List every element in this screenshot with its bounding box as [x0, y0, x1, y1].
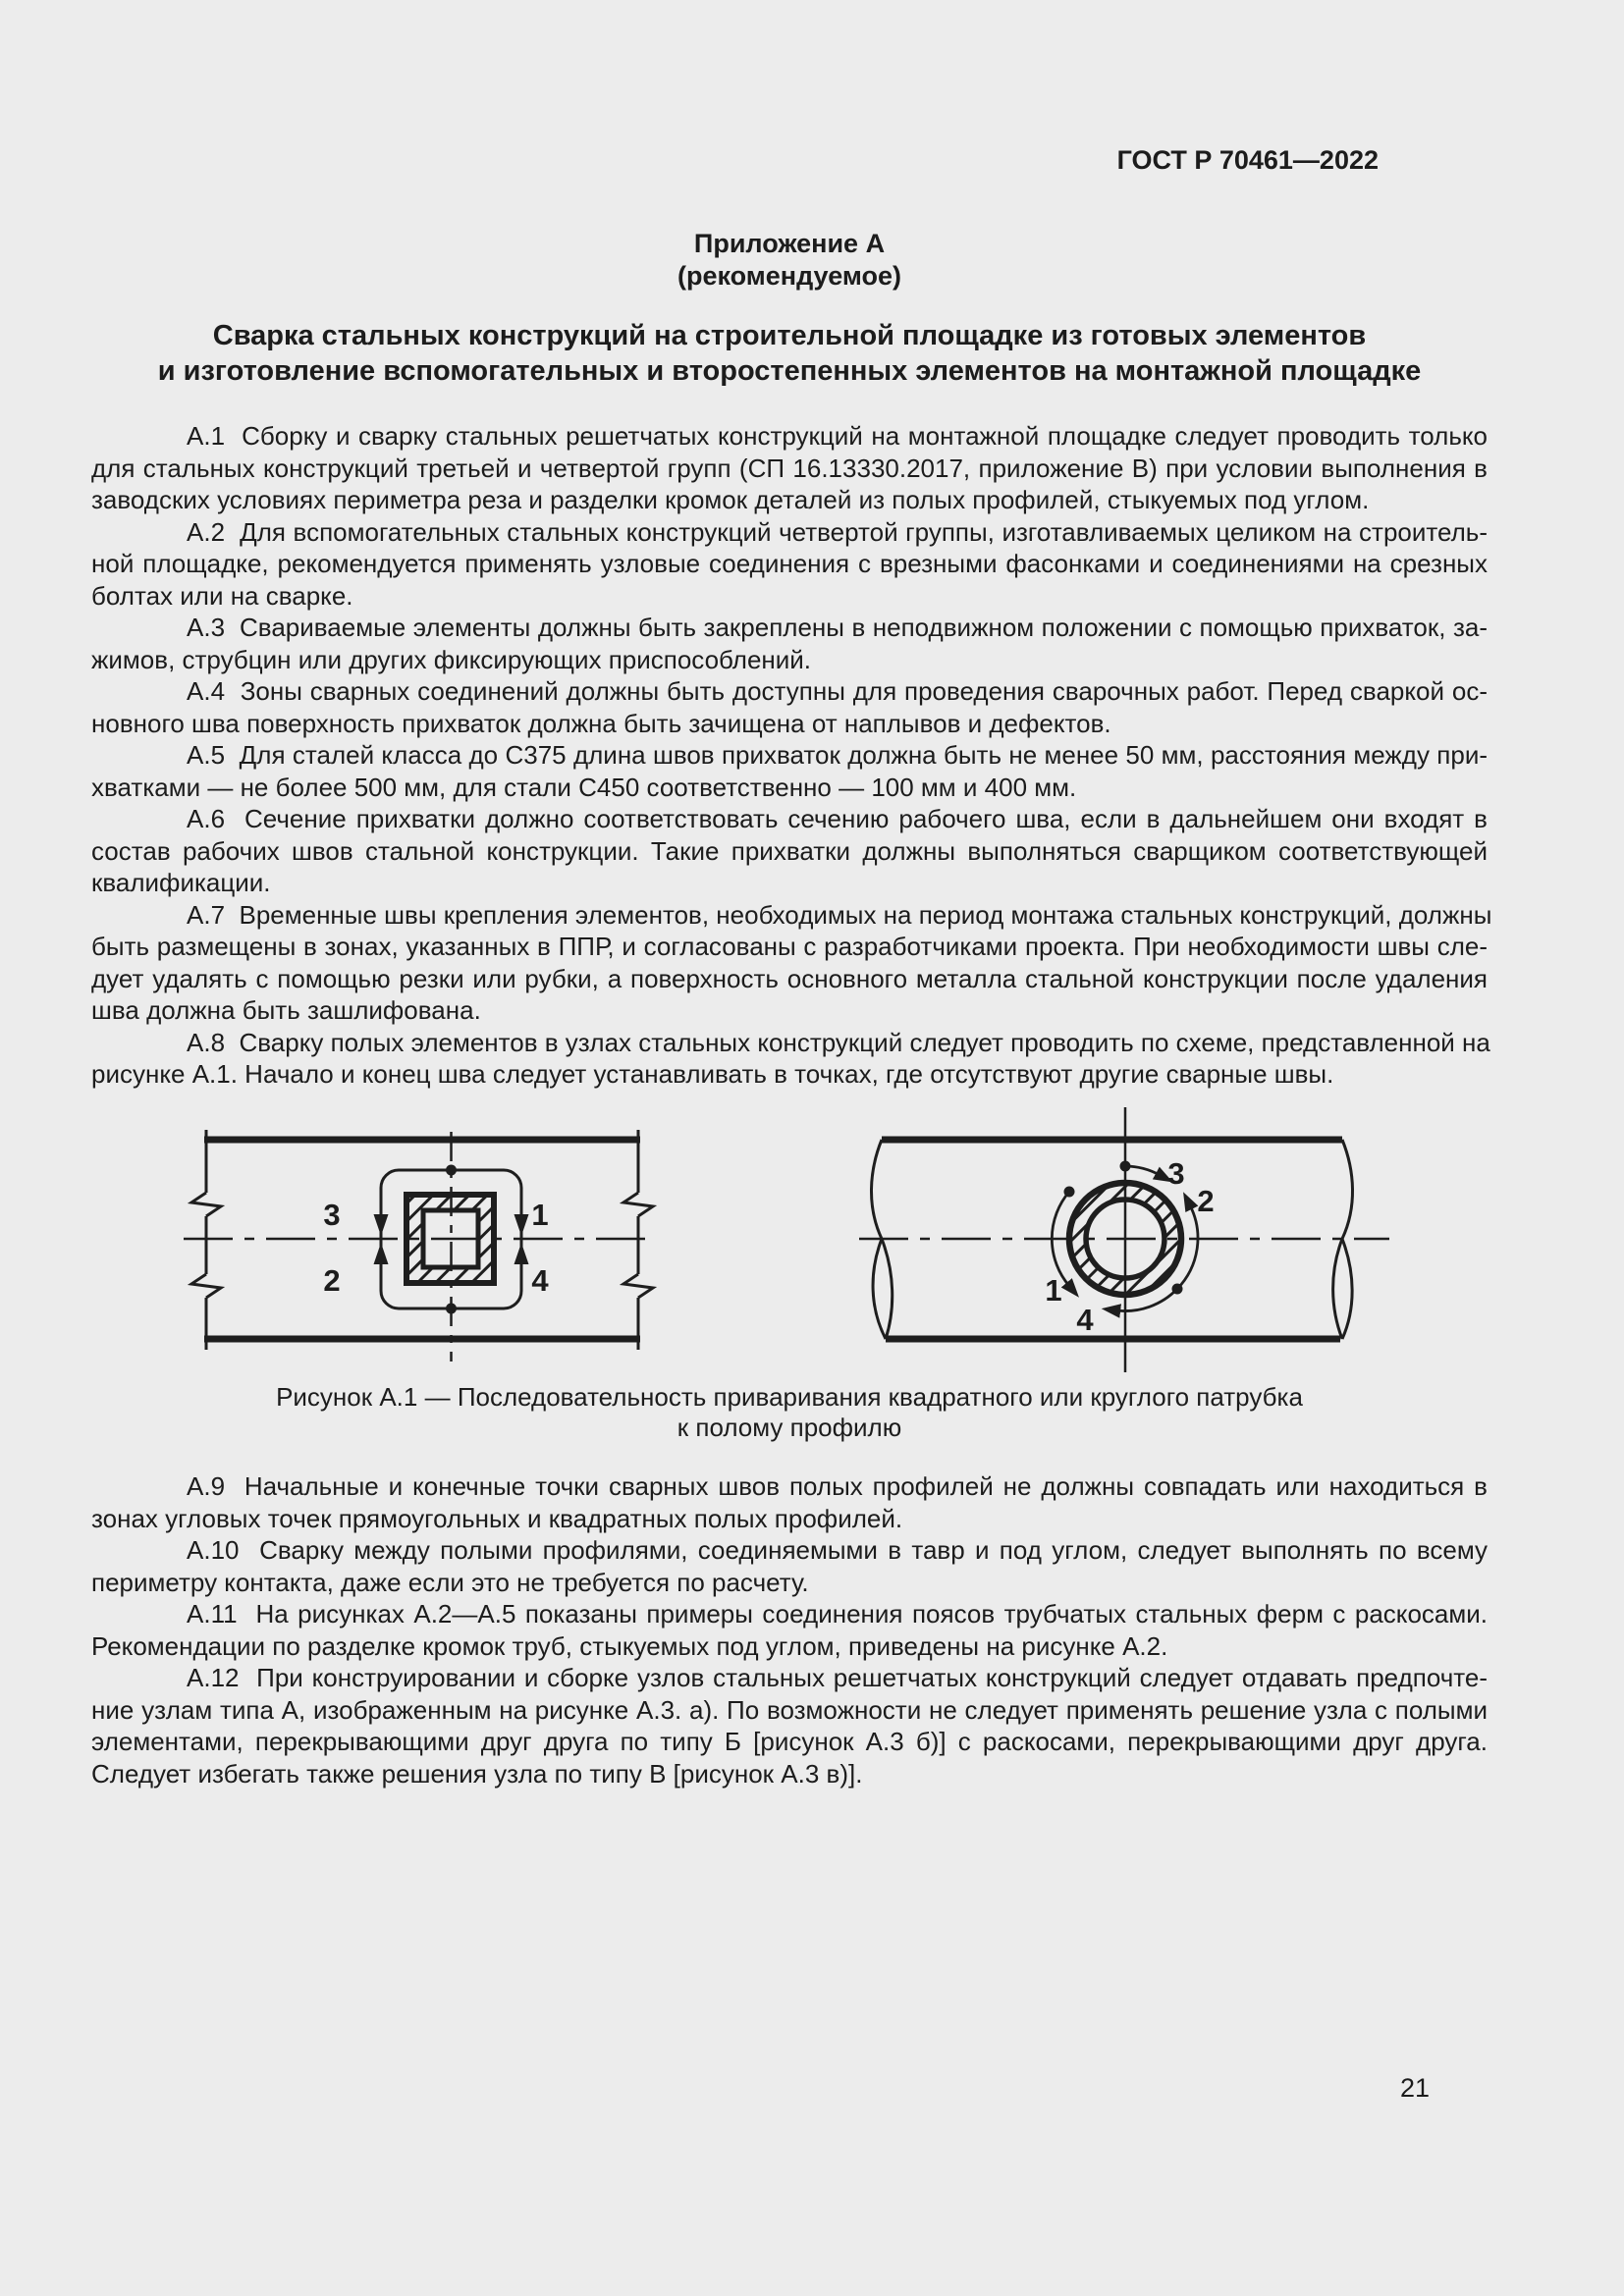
paragraph-line: заводских условиях периметра реза и разделки кромок деталей из полых профилей, стыкуемых под углом.: [91, 485, 1370, 514]
figure-caption-line1: Рисунок А.1 — Последовательность приваривания квадратного или круглого патрубка: [276, 1382, 1303, 1412]
paragraph-line: квалификации.: [91, 868, 271, 897]
paragraph: [91, 1662, 1488, 1789]
page-number: 21: [1400, 2073, 1431, 2103]
appendix-title-line1: Сварка стальных конструкций на строительной площадке из готовых элементов: [212, 320, 1367, 351]
figure-caption-line2: к полому профилю: [677, 1413, 902, 1442]
paragraph-line: для стальных конструкций третьей и четвертой групп (СП 16.13330.2017, приложение В) при условии выполнения в: [91, 453, 1488, 483]
paragraph-line: быть размещены в зонах, указанных в ППР, и согласованы с разработчиками проекта. При необходимости швы сле-: [91, 932, 1488, 961]
appendix-title: [91, 318, 1488, 389]
figure-a1: [91, 1097, 1488, 1376]
gost-standard-header: ГОСТ Р 70461—2022: [1116, 145, 1379, 175]
paragraph: [91, 1598, 1488, 1662]
paragraph-line: состав рабочих швов стальной конструкции. Такие прихватки должны выполняться сварщиком соответствующей: [91, 835, 1488, 866]
round-seq-label-1: 1: [1045, 1273, 1062, 1308]
appendix-kind: (рекомендуемое): [677, 261, 901, 291]
paragraph: [91, 612, 1488, 675]
paragraph: [91, 1027, 1488, 1091]
figure-a1-caption: [91, 1382, 1488, 1443]
round-stub-weld-diagram: [844, 1097, 1414, 1379]
paragraph-line: элементами, перекрывающими друг друга по типу Б [рисунок А.3 б)] с раскосами, перекрывающими друг друга.: [91, 1727, 1488, 1756]
paragraph-line: А.4 Зоны сварных соединений должны быть доступны для проведения сварочных работ. Перед сваркой ос-: [187, 676, 1488, 706]
paragraph-line: А.9 Начальные и конечные точки сварных швов полых профилей не должны совпадать или находиться в: [187, 1471, 1488, 1501]
paragraph-line: А.1 Сборку и сварку стальных решетчатых конструкций на монтажной площадке следует проводить только: [187, 421, 1488, 451]
paragraph-line: ние узлам типа А, изображенным на рисунке А.3. а). По возможности не следует применять решение узла с полыми: [91, 1694, 1488, 1725]
paragraph-line: болтах или на сварке.: [91, 580, 353, 611]
paragraph-line: шва должна быть зашлифована.: [91, 995, 481, 1025]
appendix-name: Приложение А: [693, 229, 886, 258]
paragraph-line: А.10 Сварку между полыми профилями, соединяемыми в тавр и под углом, следует выполнять по всему: [187, 1535, 1488, 1565]
paragraph: [91, 739, 1488, 803]
paragraph-line: А.5 Для сталей класса до С375 длина швов прихваток должна быть не менее 50 мм, расстояния между при-: [187, 740, 1488, 770]
round-seq-label-2: 2: [1197, 1184, 1215, 1218]
paragraph-line: А.12 При конструировании и сборке узлов стальных решетчатых конструкций следует отдавать предпочте-: [187, 1663, 1488, 1692]
paragraph-line: А.2 Для вспомогательных стальных конструкций четвертой группы, изготавливаемых целиком на строитель-: [187, 516, 1488, 547]
square-seq-label-2: 2: [323, 1263, 341, 1298]
square-stub-weld-diagram: [172, 1104, 658, 1374]
paragraph-line: ной площадке, рекомендуется применять узловые соединения с врезными фасонками и соединениями на срезных: [91, 549, 1488, 578]
appendix-heading: [91, 228, 1488, 293]
square-seq-label-4: 4: [531, 1263, 549, 1298]
paragraph: [91, 899, 1492, 1027]
centerlines-round: [859, 1107, 1389, 1372]
round-seq-label-4: 4: [1076, 1303, 1094, 1337]
paragraph-line: хватками — не более 500 мм, для стали С450 соответственно — 100 мм и 400 мм.: [91, 772, 1077, 802]
square-seq-label-3: 3: [323, 1198, 341, 1232]
paragraph: [91, 420, 1488, 516]
paragraph-line: Следует избегать также решения узла по типу В [рисунок А.3 в)].: [91, 1758, 863, 1789]
paragraph: [91, 675, 1488, 739]
paragraph-line: А.8 Сварку полых элементов в узлах стальных конструкций следует проводить по схеме, представленной на: [187, 1027, 1490, 1057]
paragraph-line: периметру контакта, даже если это не требуется по расчету.: [91, 1567, 809, 1597]
paragraph-line: А.3 Свариваемые элементы должны быть закреплены в неподвижном положении с помощью прихваток, за-: [187, 613, 1488, 642]
body-text-below-figure: [91, 1470, 1488, 1789]
appendix-title-line2: и изготовление вспомогательных и второстепенных элементов на монтажной площадке: [157, 355, 1422, 387]
paragraph-line: новного шва поверхность прихваток должна быть зачищена от наплывов и дефектов.: [91, 708, 1111, 738]
paragraph-line: рисунке А.1. Начало и конец шва следует устанавливать в точках, где отсутствуют другие сварные швы.: [91, 1059, 1334, 1089]
paragraph: [91, 516, 1488, 613]
paragraph-line: А.6 Сечение прихватки должно соответствовать сечению рабочего шва, если в дальнейшем они входят в: [187, 804, 1488, 833]
paragraph: [91, 1534, 1488, 1598]
paragraph-line: дует удалять с помощью резки или рубки, а поверхность основного металла стальной конструкции после удаления: [91, 963, 1488, 993]
round-seq-label-3: 3: [1167, 1156, 1185, 1191]
paragraph: [91, 803, 1488, 899]
paragraph-line: зонах угловых точек прямоугольных и квадратных полых профилей.: [91, 1503, 903, 1533]
paragraph-line: А.7 Временные швы крепления элементов, необходимых на период монтажа стальных конструкций, должны: [187, 899, 1492, 930]
paragraph-line: Рекомендации по разделке кромок труб, стыкуемых под углом, приведены на рисунке А.2.: [91, 1630, 1168, 1661]
paragraph: [91, 1470, 1488, 1534]
square-seq-label-1: 1: [531, 1198, 549, 1232]
body-text-above-figure: [91, 420, 1492, 1091]
paragraph-line: А.11 На рисунках А.2—А.5 показаны примеры соединения поясов трубчатых стальных ферм с раскосами.: [187, 1599, 1488, 1629]
paragraph-line: жимов, струбцин или других фиксирующих приспособлений.: [91, 644, 812, 674]
